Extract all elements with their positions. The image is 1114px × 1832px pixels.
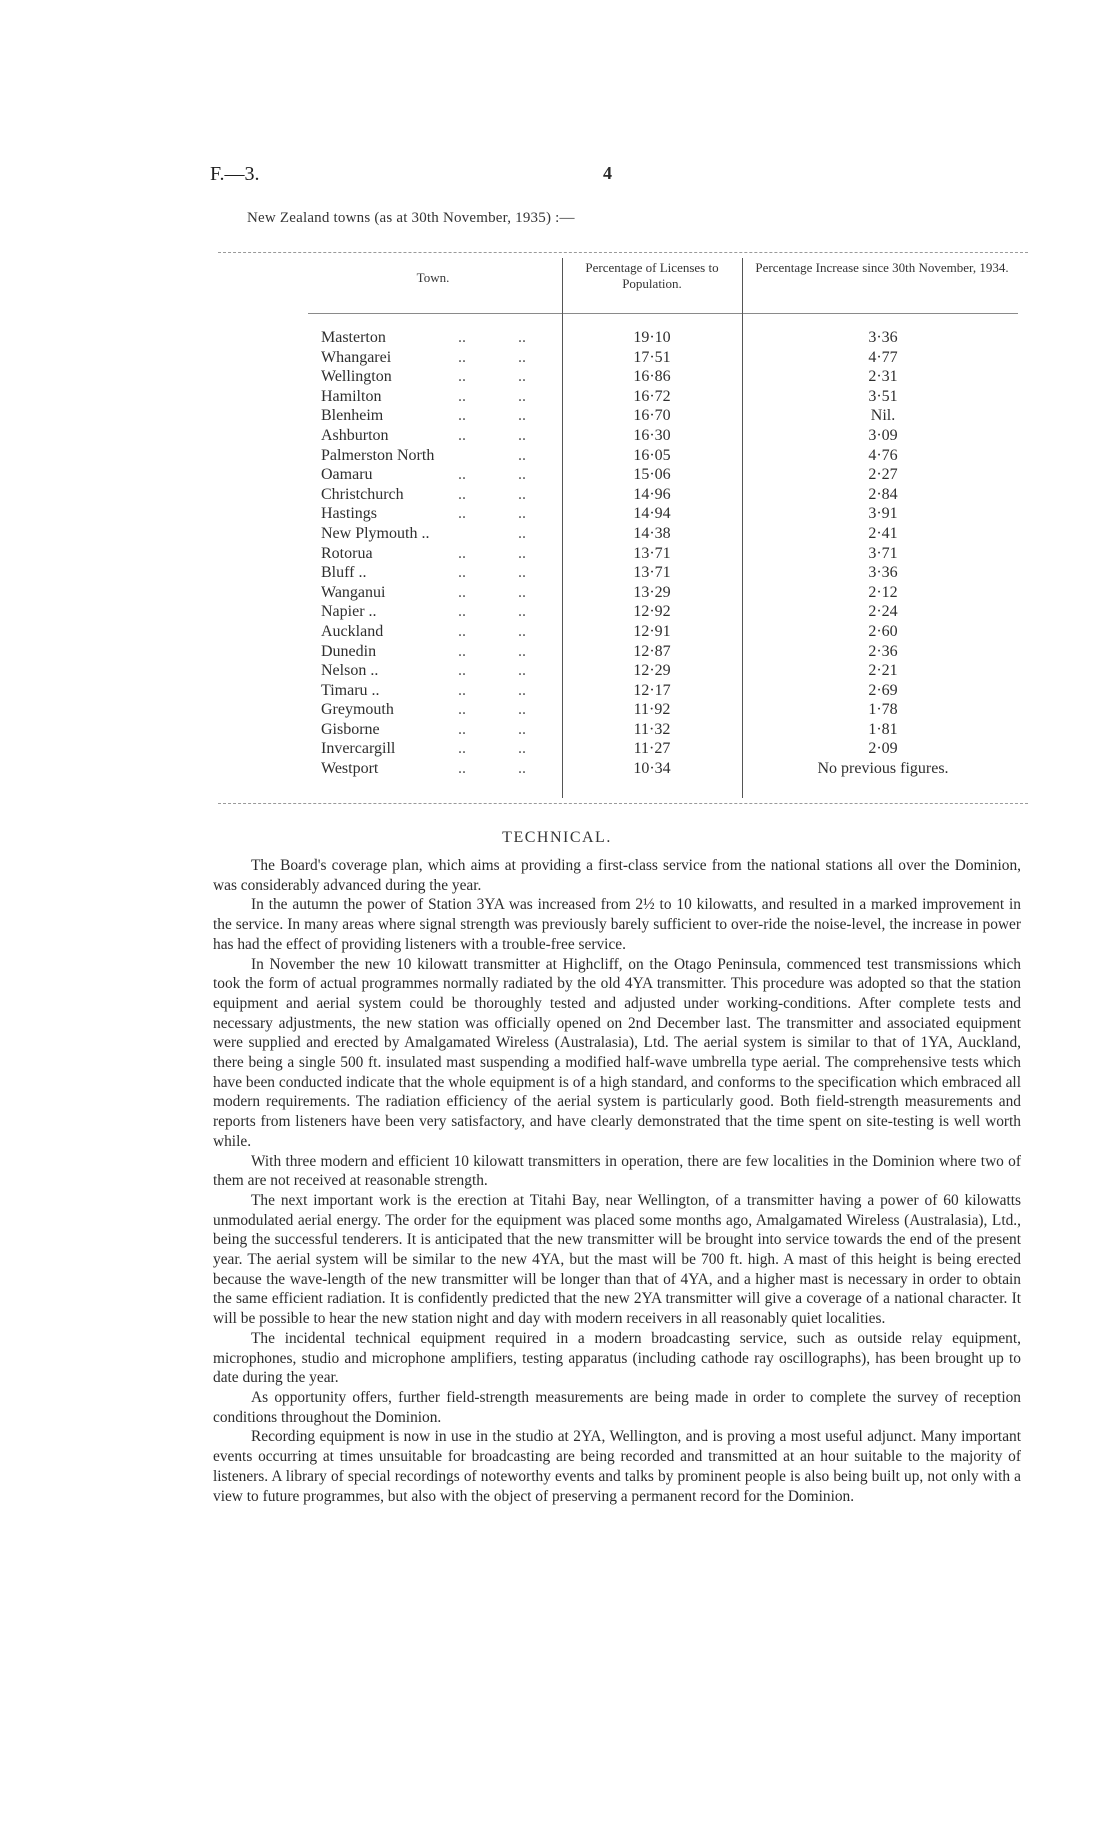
percentage-increase-cell: 2·24 [868,603,898,621]
percentage-licenses-cell: 16·86 [633,368,671,386]
paragraph: In the autumn the power of Station 3YA was increased from 2½ to 10 kilowatts, and resulted in a marked improvement in the service. In many areas where signal strength was previously barely sufficient to over-ride the noise-level, the increase in power has had the effect of providing listeners with a trouble-free service. [213,896,1021,953]
percentage-licenses-cell: 11·92 [633,701,671,719]
percentage-licenses-cell: 13·71 [633,564,671,582]
leader-dots: .. [458,701,466,719]
town-cell: Wellington [321,368,392,386]
table-bottom-rule [218,803,1028,804]
leader-dots: .. [458,387,466,405]
table-row [218,739,1028,759]
percentage-increase-cell: 2·12 [868,583,898,601]
leader-dots: .. [518,348,526,366]
town-cell: Timaru .. [321,681,380,699]
percentage-increase-cell: 2·36 [868,642,898,660]
percentage-increase-cell: 3·36 [868,329,898,346]
leader-dots: .. [458,760,466,778]
percentage-licenses-cell: 16·05 [633,446,671,464]
leader-dots: .. [518,564,526,582]
leader-dots: .. [458,485,466,503]
table-row [218,328,1028,348]
column-header-percentage-licenses: Percentage of Licenses to Population. [585,260,719,291]
leader-dots: .. [518,466,526,484]
percentage-increase-cell: 2·21 [868,662,898,680]
leader-dots: .. [458,329,466,346]
leader-dots: .. [458,368,466,386]
table-row [218,426,1028,446]
table-row [218,367,1028,387]
town-cell: Whangarei [321,348,392,366]
town-cell: Hamilton [321,387,382,405]
town-cell: Masterton [321,329,386,346]
table-row [218,387,1028,407]
table-row [218,544,1028,564]
leader-dots: .. [458,466,466,484]
table-row [218,720,1028,740]
table-row [218,642,1028,662]
town-cell: Wanganui [321,583,386,601]
table-row [218,700,1028,720]
table-caption: New Zealand towns (as at 30th November, 1935) :— [247,210,575,226]
town-cell: Auckland [321,622,384,640]
percentage-licenses-cell: 11·32 [633,720,671,738]
leader-dots: .. [518,701,526,719]
paragraph: As opportunity offers, further field-strength measurements are being made in order to complete the survey of reception conditions throughout the Dominion. [213,1388,1021,1426]
table-row [218,485,1028,505]
table-row [218,661,1028,681]
percentage-licenses-cell: 19·10 [633,329,671,346]
town-cell: Napier .. [321,603,377,621]
town-cell: Ashburton [321,426,389,444]
town-cell: Westport [321,760,379,778]
percentage-licenses-cell: 11·27 [633,740,671,758]
leader-dots: .. [458,348,466,366]
column-header-percentage-increase: Percentage Increase since 30th November, 1934. [755,260,1009,275]
percentage-increase-cell: 3·71 [868,544,898,562]
leader-dots: .. [458,407,466,425]
document-reference: F.—3. [210,163,260,185]
town-cell: Invercargill [321,740,396,758]
table-row [218,583,1028,603]
town-cell: Hastings [321,505,377,523]
table-row [218,524,1028,544]
leader-dots: .. [458,662,466,680]
leader-dots: .. [518,446,526,464]
percentage-increase-cell: 2·27 [868,466,898,484]
percentage-increase-cell: 2·60 [868,622,898,640]
leader-dots: .. [518,407,526,425]
percentage-licenses-cell: 10·34 [633,760,671,778]
table-row [218,563,1028,583]
percentage-licenses-cell: 13·71 [633,544,671,562]
town-cell: Bluff .. [321,564,367,582]
leader-dots: .. [458,603,466,621]
percentage-licenses-cell: 12·87 [633,642,671,660]
table-row [218,504,1028,524]
percentage-increase-cell: 1·81 [868,720,898,738]
leader-dots: .. [458,505,466,523]
percentage-licenses-cell: 12·92 [633,603,671,621]
table-row [218,406,1028,426]
leader-dots: .. [458,642,466,660]
licenses-table [218,248,1028,808]
percentage-licenses-cell: 16·72 [633,387,671,405]
percentage-increase-cell: 4·77 [868,348,898,366]
leader-dots: .. [518,642,526,660]
town-cell: Gisborne [321,720,380,738]
leader-dots: .. [458,740,466,758]
leader-dots: .. [518,426,526,444]
town-cell: New Plymouth .. [321,524,430,542]
percentage-increase-cell: 2·31 [868,368,898,386]
town-cell: Greymouth [321,701,394,719]
table-top-rule [218,252,1028,253]
table-row [218,622,1028,642]
percentage-increase-cell: 1·78 [868,701,898,719]
percentage-licenses-cell: 14·94 [633,505,671,523]
paragraph: Recording equipment is now in use in the studio at 2YA, Wellington, and is proving a most useful adjunct. Many important events occurring at times unsuitable for broadcasting are being recorded and transmitted at an hour suitable to the majority of listeners. A library of special recordings of noteworthy events and talks by prominent people is also being built up, not only with a view to future programmes, but also with the object of preserving a permanent record for the Dominion. [213,1428,1021,1505]
section-heading: TECHNICAL. [502,829,612,846]
leader-dots: .. [518,505,526,523]
percentage-increase-cell: 4·76 [868,446,898,464]
percentage-increase-cell: 2·69 [868,681,898,699]
table-row [218,348,1028,368]
leader-dots: .. [458,681,466,699]
leader-dots: .. [518,524,526,542]
percentage-licenses-cell: 16·70 [633,407,671,425]
leader-dots: .. [518,387,526,405]
percentage-licenses-cell: 16·30 [633,426,671,444]
leader-dots: .. [518,720,526,738]
percentage-licenses-cell: 13·29 [633,583,671,601]
column-header-town: Town. [416,270,450,285]
table-header-rule [308,313,1018,314]
town-cell: Blenheim [321,407,384,425]
percentage-increase-cell: 3·91 [868,505,898,523]
page-number: 4 [603,163,612,183]
leader-dots: .. [518,544,526,562]
table-row [218,446,1028,466]
leader-dots: .. [458,583,466,601]
percentage-increase-cell: 3·36 [868,564,898,582]
leader-dots: .. [458,564,466,582]
percentage-increase-cell: 2·84 [868,485,898,503]
percentage-increase-cell: Nil. [870,407,896,425]
percentage-licenses-cell: 15·06 [633,466,671,484]
leader-dots: .. [518,583,526,601]
percentage-licenses-cell: 14·38 [633,524,671,542]
percentage-increase-cell: 2·09 [868,740,898,758]
percentage-licenses-cell: 14·96 [633,485,671,503]
paragraph: In November the new 10 kilowatt transmitter at Highcliff, on the Otago Peninsula, commenced test transmissions which took the form of actual programmes normally radiated by the old 4YA transmitter. This procedure was adopted so that the station equipment and aerial system could be thoroughly tested and adjusted under working-conditions. After complete tests and necessary adjustments, the new station was officially opened on 2nd December last. The transmitter and associated equipment were supplied and erected by Amalgamated Wireless (Australasia), Ltd. The aerial system is similar to that of 1YA, Auckland, there being a single 500 ft. insulated mast suspending a modified half-wave umbrella type aerial. The comprehensive tests which have been conducted indicate that the whole equipment is of a high standard, and conforms to the specification which embraced all modern requirements. The radiation efficiency of the aerial system is particularly good. Both field-strength measurements and reports from listeners have been very satisfactory, and have clearly demonstrated that the time spent on site-testing is well worth while. [213,955,1021,1150]
town-cell: Rotorua [321,544,373,562]
table-body [218,328,1028,779]
leader-dots: .. [518,329,526,346]
leader-dots: .. [458,426,466,444]
leader-dots: .. [518,681,526,699]
percentage-increase-cell: No previous figures. [817,760,949,778]
table-row [218,465,1028,485]
percentage-licenses-cell: 17·51 [633,348,671,366]
paragraph: The next important work is the erection at Titahi Bay, near Wellington, of a transmitter having a power of 60 kilowatts unmodulated aerial energy. The order for the equipment was placed some months ago, Amalgamated Wireless (Australasia), Ltd., being the successful tenderers. It is anticipated that the new transmitter will be brought into service towards the end of the present year. The aerial system will be similar to the new 4YA, but the mast will be 700 ft. high. A mast of this height is being erected because the wave-length of the new transmitter will be longer than that of 4YA, and a higher mast is necessary in order to obtain the same efficient radiation. It is confidently predicted that the new 2YA transmitter will give a coverage of a national character. It will be possible to hear the new station night and day with modern receivers in all reasonably quiet localities. [213,1191,1021,1328]
leader-dots: .. [518,485,526,503]
leader-dots: .. [518,603,526,621]
town-cell: Christchurch [321,485,404,503]
percentage-licenses-cell: 12·29 [633,662,671,680]
leader-dots: .. [518,740,526,758]
paragraph: With three modern and efficient 10 kilowatt transmitters in operation, there are few localities in the Dominion where two of them are not received at reasonable strength. [213,1152,1021,1190]
percentage-licenses-cell: 12·17 [633,681,671,699]
town-cell: Oamaru [321,466,373,484]
percentage-increase-cell: 2·41 [868,524,898,542]
leader-dots: .. [458,622,466,640]
town-cell: Nelson .. [321,662,379,680]
table-row [218,681,1028,701]
leader-dots: .. [518,622,526,640]
leader-dots: .. [458,544,466,562]
leader-dots: .. [458,720,466,738]
leader-dots: .. [518,368,526,386]
table-row [218,759,1028,779]
technical-body [213,856,1021,1506]
table-row [218,602,1028,622]
paragraph: The Board's coverage plan, which aims at providing a first-class service from the national stations all over the Dominion, was considerably advanced during the year. [213,857,1021,894]
percentage-increase-cell: 3·51 [868,387,898,405]
paragraph: The incidental technical equipment required in a modern broadcasting service, such as outside relay equipment, microphones, studio and microphone amplifiers, testing apparatus (including cathode ray oscillographs), has been brought up to date during the year. [213,1329,1021,1387]
town-cell: Dunedin [321,642,377,660]
percentage-increase-cell: 3·09 [868,426,898,444]
leader-dots: .. [518,760,526,778]
town-cell: Palmerston North [321,446,435,464]
percentage-licenses-cell: 12·91 [633,622,671,640]
leader-dots: .. [518,662,526,680]
